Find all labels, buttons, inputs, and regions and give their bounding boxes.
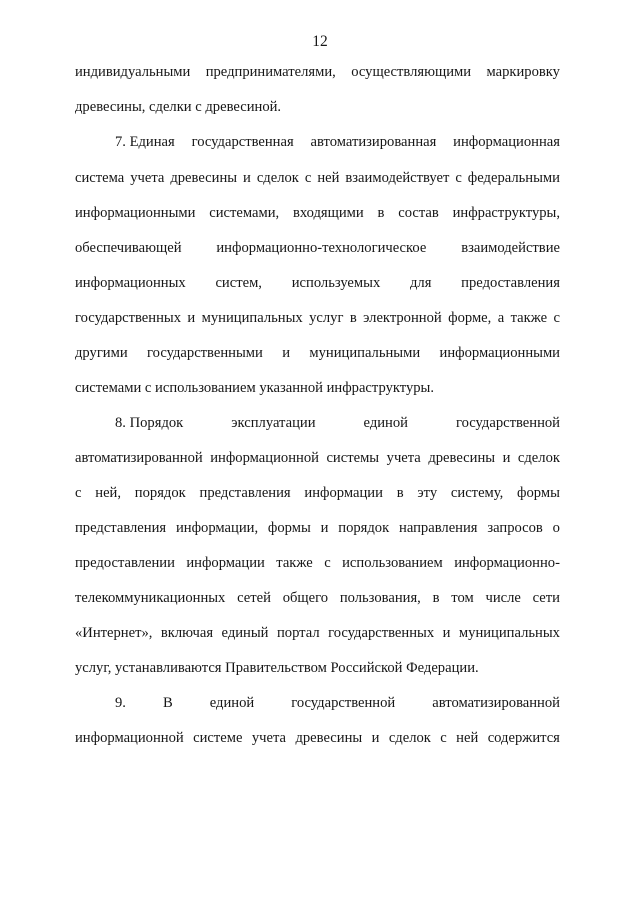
word: предпринимателями, [205,64,336,80]
word: порядок [338,520,390,536]
word: используемых [291,275,381,291]
word: состав [398,205,439,221]
word: государственной [291,695,396,711]
word: информации, [175,520,259,536]
text-line [75,728,560,748]
word: включая [160,625,214,641]
text-line: услуг, устанавливаются Правительством Российской Федерации. [75,660,479,676]
word: и [187,310,196,326]
word: сети [532,590,560,606]
word: 8. Порядок [115,415,184,431]
word: ней [456,730,479,746]
word: системами, [209,205,280,221]
word: древесины [428,450,496,466]
word: информационными [439,345,560,361]
text-line [75,62,560,82]
word: древесины [170,170,238,186]
word: маркировку [486,64,560,80]
word: 7. Единая [115,134,175,150]
text-line [75,238,560,258]
word: автоматизированной [432,695,560,711]
word: систему, [450,485,504,501]
word: инфраструктуры, [452,205,560,221]
word: с [75,485,82,501]
text-line [115,132,560,152]
word: с [455,170,462,186]
word: телекоммуникационных [75,590,226,606]
text-line: древесины, сделки с древесиной. [75,99,282,115]
word: пользования, [339,590,421,606]
word: «Интернет», [75,625,153,641]
word: услуг [309,310,344,326]
page-number: 12 [312,33,328,50]
word: системе [193,730,243,746]
text-line [75,273,560,293]
word: с [440,730,447,746]
word: единый [221,625,269,641]
word: информационной [75,730,184,746]
word: для [410,275,432,291]
word: автоматизированная [310,134,437,150]
word: запросов [487,520,543,536]
text-line [75,483,560,503]
word: ней [317,170,340,186]
word: учета [130,170,165,186]
word: система [75,170,125,186]
word: информационно-технологическое [216,240,427,256]
word: предоставления [461,275,560,291]
word: муниципальных [201,310,303,326]
word: направления [399,520,478,536]
text-line [75,168,560,188]
word: индивидуальными [75,64,191,80]
word: числе [485,590,521,606]
word: и [371,730,380,746]
word: сделок [256,170,299,186]
word: общего [282,590,329,606]
word: представления [199,485,291,501]
word: государственной [455,415,560,431]
word: содержится [487,730,560,746]
text-line: системами с использованием указанной инфраструктуры. [75,380,435,396]
word: муниципальных [458,625,560,641]
word: с [324,555,331,571]
word: представления [75,520,167,536]
word: учета [386,450,421,466]
word: В [162,695,173,711]
word: государственными [147,345,263,361]
word: эту [417,485,438,501]
text-line [115,413,560,433]
word: портал [276,625,320,641]
word: информации [304,485,383,501]
word: электронной [363,310,442,326]
word: также [276,555,313,571]
word: взаимодействует [345,170,450,186]
word: а [497,310,505,326]
word: 9. [115,695,126,711]
text-line [75,308,560,328]
text-line [75,343,560,363]
word: форме, [448,310,492,326]
word: взаимодействие [461,240,560,256]
word: федеральными [467,170,560,186]
text-line [75,553,560,573]
word: использованием [342,555,443,571]
word: муниципальными [309,345,421,361]
text-line [75,623,560,643]
word: учета [251,730,287,746]
word: в [349,310,357,326]
word: и [320,520,329,536]
word: и [282,345,290,361]
word: единой [209,695,255,711]
word: о [552,520,560,536]
word: сетей [237,590,271,606]
word: государственных [75,310,182,326]
word: информационными [75,205,196,221]
text-line [75,588,560,608]
word: порядок [134,485,186,501]
word: сделок [388,730,431,746]
word: эксплуатации [231,415,316,431]
word: в [432,590,440,606]
word: формы [517,485,560,501]
word: автоматизированной [75,450,203,466]
word: и [243,170,251,186]
word: государственная [191,134,294,150]
word: том [451,590,474,606]
text-line [115,693,560,713]
word: информационная [453,134,560,150]
word: и [442,625,451,641]
word: обеспечивающей [75,240,182,256]
word: в [377,205,385,221]
text-line [75,518,560,538]
text-line [75,448,560,468]
word: древесины [295,730,363,746]
word: информационно- [454,555,560,571]
word: также [510,310,548,326]
text-line [75,203,560,223]
word: и [502,450,511,466]
word: в [396,485,404,501]
word: системы [326,450,380,466]
word: государственных [328,625,435,641]
word: сделок [517,450,560,466]
word: формы [267,520,311,536]
word: с [553,310,560,326]
word: с [304,170,312,186]
word: информационной [210,450,319,466]
word: информационных [75,275,186,291]
word: осуществляющими [351,64,472,80]
word: информации [186,555,265,571]
word: входящими [292,205,364,221]
word: другими [75,345,128,361]
word: систем, [215,275,262,291]
word: единой [363,415,408,431]
word: ней, [95,485,122,501]
word: предоставлении [75,555,175,571]
